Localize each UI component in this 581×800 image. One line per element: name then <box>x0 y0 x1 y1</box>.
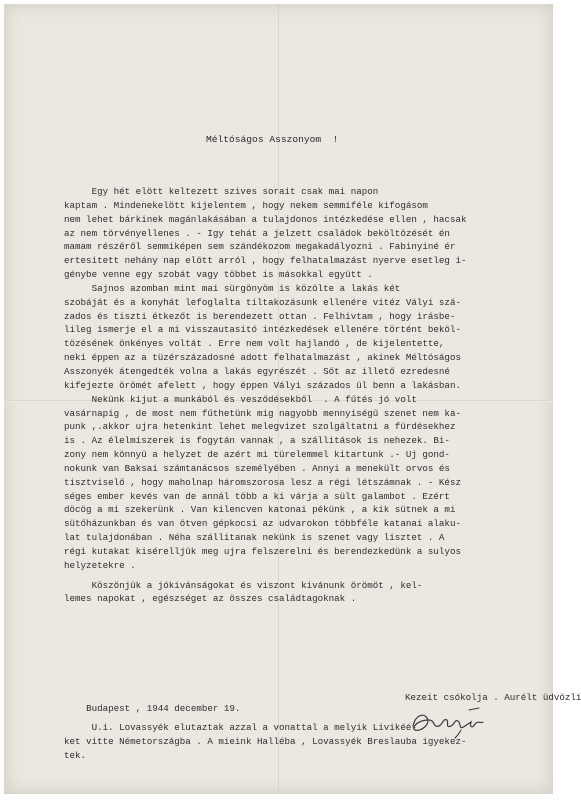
body-line: séges ember kevés van de annál több a ki várja a sült galambot . Ezért <box>64 490 450 502</box>
body-line: Sajnos azomban mint mai sürgönyöm is közölte a lakás két <box>64 282 401 294</box>
body-line: Nekünk kijut a munkából és vesződésekből . A fűtés jó volt <box>64 393 417 405</box>
body-line: vasárnapig , de most nem fűthetünk mig nagyobb mennyiségű szenet nem ka- <box>64 407 461 419</box>
body-line: sütőházunkban és van ötven gépkocsi az udvarokon többféle katanai alaku- <box>64 518 461 530</box>
body-line: is . Az élelmiszerek is fogytán vannak , a szállitások is nehezek. Bi- <box>64 435 450 447</box>
body-line: az nem törvényellenes . - Igy tehát a jelzett családok beköltözését én <box>64 227 450 239</box>
body-line: mamam részéről semmiképen sem szándékozom megakadályozni . Fabinyiné ér <box>64 241 456 253</box>
letter-page <box>4 4 581 794</box>
body-line: kifejezte örömét afelett , hogy éppen Vályi százados ül benn a lakásban. <box>64 379 461 391</box>
postscript <box>64 721 466 763</box>
body-line: lat tulajdonában . Néha szállitanak nekünk is szenet vagy lisztet . A <box>64 532 445 544</box>
salutation: Méltóságos Asszonyom ! <box>206 134 339 145</box>
postscript-line: tek. <box>64 749 87 761</box>
body-line: zony nem könnyü a helyzet de azért mi türelemmel kitartunk .- Uj gond- <box>64 449 450 461</box>
body-line: neki éppen az a tüzérszázadosné adott felhatalmazást , akinek Méltóságos <box>64 352 461 364</box>
body-line: génybe venne egy szobát vagy többet is másokkal együtt . <box>64 269 373 281</box>
body-line: zados és tiszti étkezőt is berendezett ottan . Felhivtam , hogy irásbe- <box>64 310 456 322</box>
body-line: lileg ismerje el a mi visszautasitó intézkedések ellenére történt beköl- <box>64 324 461 336</box>
body-line: régi kutakat kisérelljük meg ujra felszerelni és berendezkedünk a sulyos <box>64 545 461 557</box>
body-line: helyzetekre . <box>64 559 136 571</box>
body-line: nem lehet bárkinek magánlakásában a tulajdonos intézkedése ellen , hacsak <box>64 213 467 225</box>
closing-greeting: Kezeit csókolja . Aurélt üdvözli <box>405 692 581 703</box>
body-line: Egy hét elött keltezett szives sorait csak mai napon <box>64 186 379 197</box>
body-line: ertesitett nehány nap elött arról , hogy felhatalmazást nyerve esetleg i- <box>64 255 467 267</box>
postscript-line: U.i. Lovassyék elutaztak azzal a vonattal a melyik Livikéé- <box>64 722 417 733</box>
body-line: punk ,.akkor ujra hetenkint lehet melegvizet szolgáltatni a fürdésekhez <box>64 421 456 433</box>
letter-body <box>64 185 556 606</box>
body-line: tisztviselő , hogy maholnap háromszorosa lesz a régi létszámnak . - Kész <box>64 476 461 488</box>
body-line: lemes napokat , egészséget az összes családtagoknak . <box>64 593 357 605</box>
body-line: tözésének önkényes voltát . Erre nem volt hajlandó , de kijelentette, <box>64 338 445 350</box>
body-line: szobáját és a konyhát lefoglalta tiltakozásunk ellenére vitéz Vályi szá- <box>64 296 461 308</box>
postscript-line: ket vitte Németországba . A mieink Halléba , Lovassyék Breslauba igyekez- <box>64 735 467 747</box>
place-date: Budapest , 1944 december 19. <box>86 703 241 714</box>
body-line: kaptam . Mindenekelött kijelentem , hogy nekem semmiféle kifogásom <box>64 199 428 211</box>
body-line: döcög a mi szekerünk . Van kilencven katonai pékünk , a kik sütnek a mi <box>64 504 456 516</box>
body-line: Köszönjük a jókivánságokat és viszont kivánunk örömöt , kel- <box>64 579 423 591</box>
body-line: Asszonyék átengedték volna a lakás egyrészét . Sőt az illető ezredesné <box>64 365 450 377</box>
body-line: nokunk van Baksai számtanácsos személyében . Annyi a menekült orvos és <box>64 462 450 474</box>
